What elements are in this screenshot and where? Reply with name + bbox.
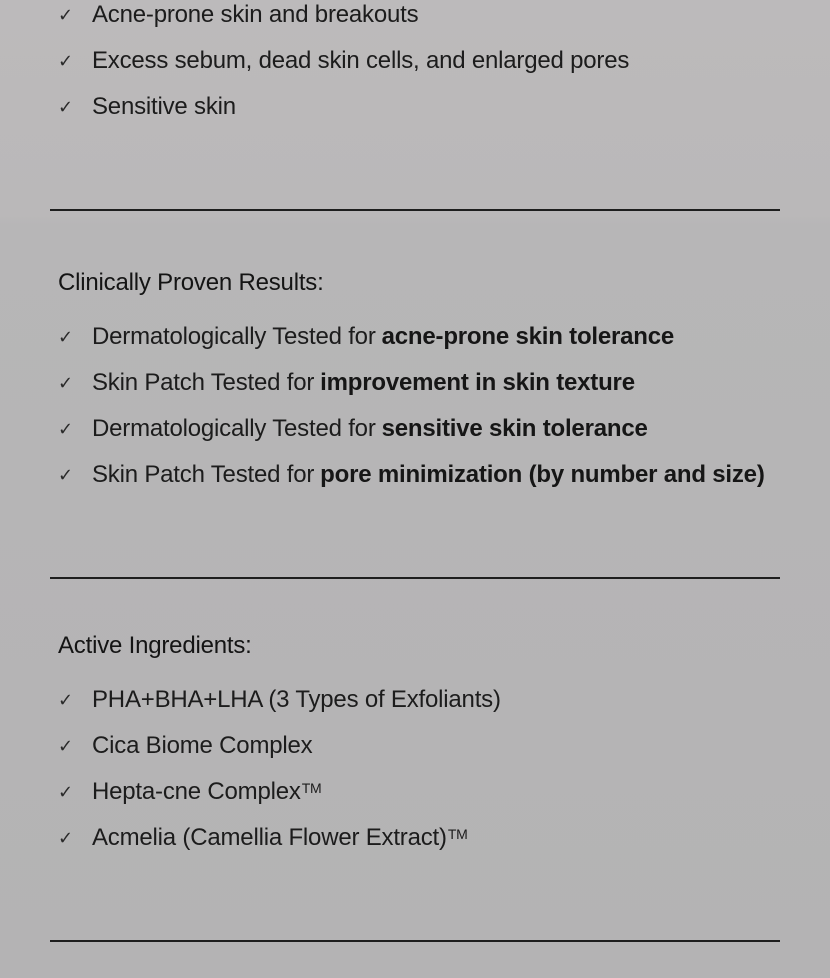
list-item [58, 452, 765, 498]
list-item-text: Acne-prone skin and breakouts [92, 1, 419, 28]
list-item [58, 406, 765, 452]
list-item [58, 360, 765, 406]
list-item-text: Acmelia (Camellia Flower Extract) [92, 824, 447, 851]
trademark-mark: TM [447, 826, 468, 842]
section-divider [50, 577, 780, 579]
list-item-text: PHA+BHA+LHA (3 Types of Exfoliants) [92, 686, 501, 713]
section-divider [50, 940, 780, 942]
check-icon: ✓ [58, 827, 73, 848]
check-icon: ✓ [58, 96, 73, 117]
list-item-text: Hepta-cne Complex [92, 778, 301, 805]
check-icon: ✓ [58, 418, 73, 439]
results-heading: Clinically Proven Results: [58, 269, 324, 296]
ingredients-heading: Active Ingredients: [58, 632, 252, 659]
check-icon: ✓ [58, 735, 73, 756]
skin-concerns-list [58, 0, 629, 130]
list-item-prefix: Dermatologically Tested for [92, 323, 376, 350]
list-item-highlight: sensitive skin tolerance [381, 415, 648, 442]
ingredients-list [58, 677, 501, 861]
check-icon: ✓ [58, 4, 73, 25]
check-icon: ✓ [58, 50, 73, 71]
check-icon: ✓ [58, 464, 73, 485]
list-item-highlight: pore minimization (by number and size) [320, 461, 765, 488]
list-item [58, 314, 765, 360]
list-item-prefix: Dermatologically Tested for [92, 415, 376, 442]
list-item-highlight: acne-prone skin tolerance [381, 323, 675, 350]
list-item [58, 723, 501, 769]
check-icon: ✓ [58, 326, 73, 347]
trademark-mark: TM [301, 780, 322, 796]
check-icon: ✓ [58, 689, 73, 710]
list-item [58, 769, 501, 815]
check-icon: ✓ [58, 781, 73, 802]
list-item [58, 38, 629, 84]
list-item [58, 84, 629, 130]
section-divider [50, 209, 780, 211]
list-item-text: Excess sebum, dead skin cells, and enlarged pores [92, 47, 630, 74]
list-item [58, 0, 629, 38]
list-item [58, 815, 501, 861]
list-item-text: Cica Biome Complex [92, 732, 313, 759]
list-item-prefix: Skin Patch Tested for [92, 461, 315, 488]
list-item-prefix: Skin Patch Tested for [92, 369, 315, 396]
list-item [58, 677, 501, 723]
check-icon: ✓ [58, 372, 73, 393]
list-item-highlight: improvement in skin texture [320, 369, 635, 396]
list-item-text: Sensitive skin [92, 93, 236, 120]
results-list [58, 314, 765, 498]
